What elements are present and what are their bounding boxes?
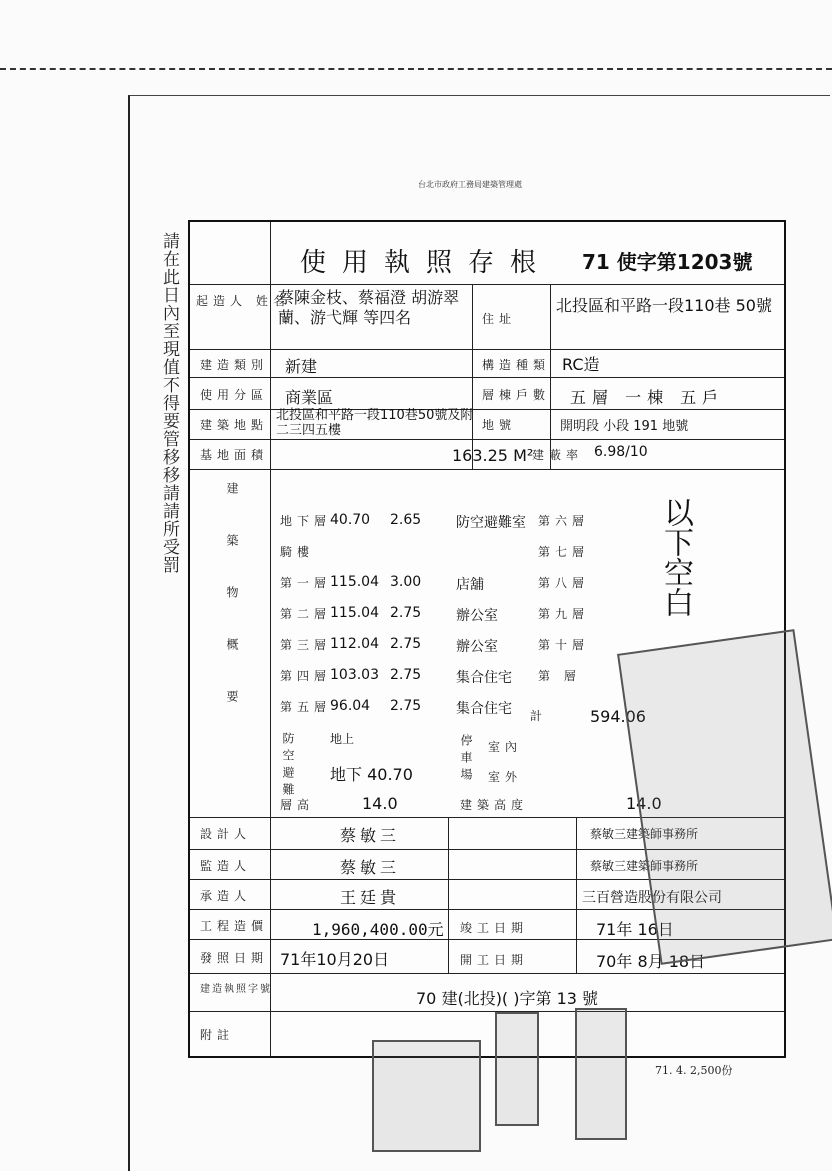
- permit-number: 71 使字第1203號: [582, 250, 753, 274]
- floor-area: 115.04: [330, 574, 379, 590]
- floor-use: 辦公室: [456, 608, 498, 624]
- parking-label: 停車場: [459, 734, 473, 785]
- designer-name: 蔡敏三: [340, 826, 401, 845]
- shelter-above: 地上: [330, 732, 355, 746]
- designer-office: 蔡敏三建築師事務所: [590, 827, 699, 841]
- total-value: 594.06: [590, 707, 646, 726]
- floor-height: 2.75: [390, 605, 422, 621]
- site-label: 建築地點: [200, 418, 269, 432]
- category-label: 建造類別: [200, 358, 269, 372]
- floor-name: 第二層: [280, 607, 332, 621]
- floor-area: 96.04: [330, 698, 371, 714]
- contractor-name: 王廷貴: [340, 888, 401, 907]
- form-title: 使用執照存根: [300, 248, 553, 278]
- floor-name: 地下層: [280, 514, 332, 528]
- coverage-value: 6.98/10: [594, 444, 648, 460]
- floor-use: 辦公室: [456, 639, 498, 655]
- official-seal-inspector: [495, 1012, 539, 1126]
- floor-use: 店舖: [456, 577, 484, 593]
- floor-name: 第五層: [280, 700, 332, 714]
- floor-name-right: 第八層: [538, 576, 590, 590]
- side-note: 請在此日內至現值不得要管移移請請所受罰: [159, 232, 179, 574]
- floor-name: 騎樓: [280, 545, 315, 559]
- building-height-label: 建築高度: [460, 798, 529, 812]
- floor-name-right: 第七層: [538, 545, 590, 559]
- completion-label: 竣工日期: [460, 921, 529, 935]
- floor-height-label: 層高: [280, 798, 315, 812]
- header-stamp: 台北市政府工務局建築管理處: [418, 180, 522, 189]
- floor-use: 防空避難室: [456, 515, 526, 531]
- official-seal-bottom: [372, 1040, 481, 1152]
- floor-height: 2.75: [390, 636, 422, 652]
- applicant-label: 起造人 姓名: [196, 294, 290, 308]
- floor-use: 集合住宅: [456, 701, 512, 717]
- address-label: 住址: [482, 312, 517, 326]
- building-section-label: 建築物概要: [225, 482, 239, 742]
- start-label: 開工日期: [460, 953, 529, 967]
- permit-ref-label: 建造執照字號: [200, 984, 272, 995]
- structure-value: RC造: [562, 355, 600, 374]
- land-area-value: 163.25 M²: [452, 446, 534, 465]
- parking-inside: 室內: [488, 740, 523, 754]
- shelter-label: 防空避難: [281, 732, 295, 800]
- applicant-value: 蔡陳金枝、蔡福澄 胡游翠蘭、游弋輝 等四名: [278, 288, 460, 327]
- contractor-label: 承造人: [200, 889, 252, 903]
- site-value: 北投區和平路一段110巷50號及附二三四五樓: [276, 408, 474, 438]
- address-value: 北投區和平路一段110巷 50號: [556, 296, 772, 315]
- floors-units-label: 層棟戶數: [482, 388, 551, 402]
- top-border-line: [0, 68, 832, 72]
- zoning-value: 商業區: [285, 388, 334, 407]
- lot-value: 開明段 小段 191 地號: [560, 419, 689, 434]
- supervisor-label: 監造人: [200, 859, 252, 873]
- floor-height: 2.65: [390, 512, 422, 528]
- floor-name-right: 第 層: [538, 669, 581, 683]
- land-area-label: 基地面積: [200, 448, 269, 462]
- category-value: 新建: [285, 357, 318, 376]
- completion-value: 71年 16日: [596, 920, 674, 939]
- floor-area: 40.70: [330, 512, 371, 528]
- floor-height-value: 14.0: [362, 794, 398, 813]
- floor-name: 第一層: [280, 576, 332, 590]
- shelter-below: 地下 40.70: [330, 765, 413, 784]
- lot-label: 地號: [482, 418, 517, 432]
- floor-height: 3.00: [390, 574, 422, 590]
- total-label: 計: [530, 709, 548, 723]
- cost-value: 1,960,400.00元: [312, 920, 444, 939]
- issue-value: 71年10月20日: [280, 950, 390, 969]
- floor-area: 112.04: [330, 636, 379, 652]
- floor-area: 115.04: [330, 605, 379, 621]
- supervisor-office: 蔡敏三建築師事務所: [590, 859, 699, 873]
- cost-label: 工程造價: [200, 919, 269, 933]
- supervisor-name: 蔡敏三: [340, 858, 401, 877]
- floor-name: 第四層: [280, 669, 332, 683]
- floor-name-right: 第六層: [538, 514, 590, 528]
- floor-use: 集合住宅: [456, 670, 512, 686]
- floor-name-right: 第九層: [538, 607, 590, 621]
- zoning-label: 使用分區: [200, 388, 269, 402]
- floor-area: 103.03: [330, 667, 379, 683]
- start-value: 70年 8月 18日: [596, 952, 706, 971]
- parking-outside: 室外: [488, 770, 523, 784]
- floor-name: 第三層: [280, 638, 332, 652]
- floors-units-value: 五層 一棟 五戶: [570, 388, 725, 407]
- blank-note: 以下空白: [658, 497, 693, 617]
- contractor-company: 三百營造股份有限公司: [582, 890, 722, 906]
- print-note: 71. 4. 2,500份: [655, 1064, 733, 1077]
- building-height-value: 14.0: [626, 794, 662, 813]
- floor-name-right: 第十層: [538, 638, 590, 652]
- issue-label: 發照日期: [200, 951, 269, 965]
- floor-height: 2.75: [390, 698, 422, 714]
- designer-label: 設計人: [200, 827, 252, 841]
- official-seal-right: [575, 1008, 627, 1140]
- remarks-label: 附註: [200, 1028, 235, 1042]
- permit-ref-value: 70 建(北投)( )字第 13 號: [416, 989, 599, 1008]
- coverage-label: 建蔽率: [532, 448, 584, 462]
- floor-height: 2.75: [390, 667, 422, 683]
- structure-label: 構造種類: [482, 358, 551, 372]
